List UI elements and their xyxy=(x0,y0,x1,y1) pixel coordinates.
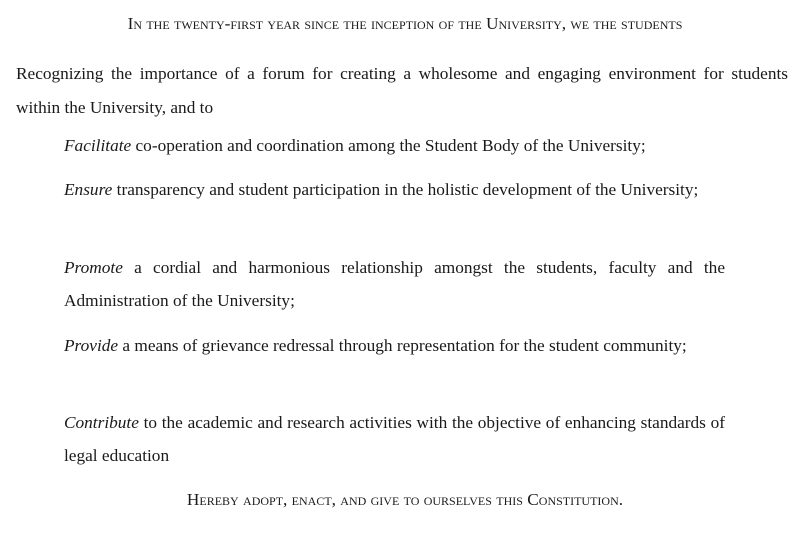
clause-contribute xyxy=(64,406,725,472)
clause-verb: Promote xyxy=(64,258,123,277)
clause-facilitate xyxy=(64,129,725,162)
clause-promote xyxy=(64,251,725,317)
clause-text: to the academic and research activities with the objective of enhancing standards of legal education xyxy=(64,413,725,465)
clause-verb: Facilitate xyxy=(64,136,132,155)
clause-verb: Ensure xyxy=(64,180,113,199)
clause-text: transparency and student participation in the holistic development of the University; xyxy=(112,180,699,199)
clause-text: a cordial and harmonious relationship amongst the students, faculty and the Administration of the University; xyxy=(64,258,725,310)
preamble-heading: In the twenty-first year since the inception of the University, we the students xyxy=(127,14,683,33)
clause-provide xyxy=(64,329,725,362)
clause-verb: Contribute xyxy=(64,413,139,432)
clause-ensure xyxy=(64,173,725,206)
preamble-intro: Recognizing the importance of a forum for creating a wholesome and engaging environment for students within the University, and to xyxy=(16,64,788,117)
clause-text: co-operation and coordination among the Student Body of the University; xyxy=(131,136,646,155)
clause-verb: Provide xyxy=(64,336,119,355)
preamble-closing: Hereby adopt, enact, and give to ourselves this Constitution. xyxy=(186,490,624,509)
clause-text: a means of grievance redressal through representation for the student community; xyxy=(118,336,687,355)
